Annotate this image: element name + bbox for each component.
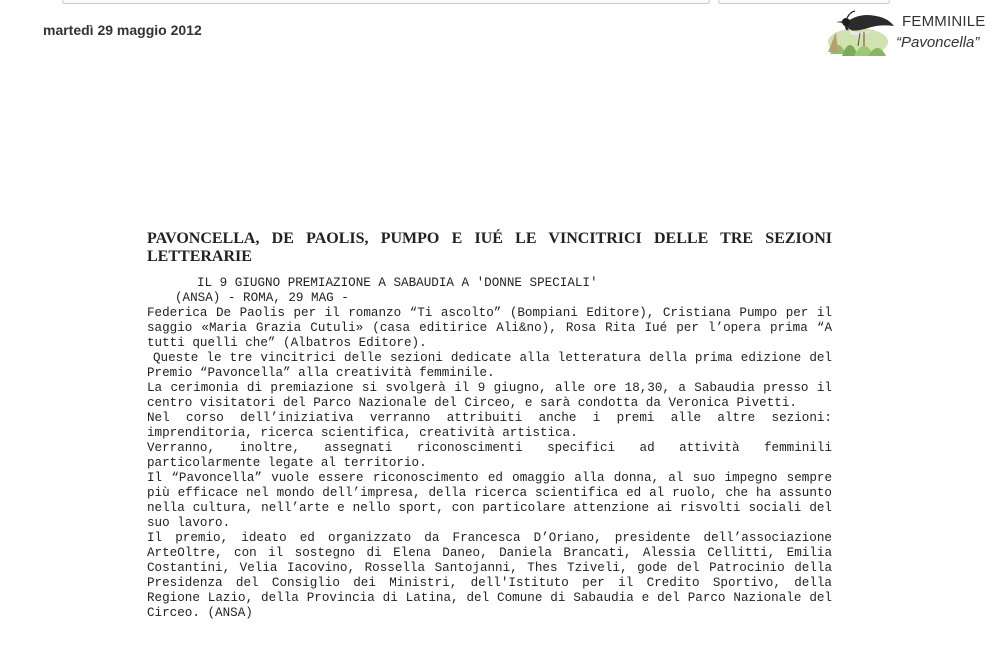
article-paragraph: Verranno, inoltre, assegnati riconoscimenti specifici ad attività femminili particolarmente legate al territorio. bbox=[147, 441, 832, 470]
browser-top-edge bbox=[0, 0, 1001, 4]
article-paragraph: Federica De Paolis per il romanzo “Ti ascolto” (Bompiani Editore), Cristiana Pumpo per il saggio «Maria Grazia Cutuli» (casa editirice Ali&no), Rosa Rita Iué per l’opera prima “A tutti quelli che” (Albatros Editore). bbox=[147, 306, 832, 350]
article-title: PAVONCELLA, DE PAOLIS, PUMPO E IUÉ LE VINCITRICI DELLE TRE SEZIONI LETTERARIE bbox=[147, 230, 832, 265]
logo-line-1: FEMMINILE bbox=[902, 13, 986, 30]
article-dateline: (ANSA) - ROMA, 29 MAG - bbox=[175, 291, 349, 305]
article-paragraph: La cerimonia di premiazione si svolgerà il 9 giugno, alle ore 18,30, a Sabaudia presso il centro visitatori del Parco Nazionale del Circeo, e sarà condotta da Veronica Pivetti. bbox=[147, 381, 832, 410]
article-paragraph: Il “Pavoncella” vuole essere riconoscimento ed omaggio alla donna, al suo impegno sempre più efficace nel mondo dell’impresa, della ricerca scientifica ed al ruolo, che ha assunto nella cultura, nell’arte e nello sport, con particolare attenzione ai risvolti sociali del suo lavoro. bbox=[147, 471, 832, 530]
article-paragraph: Queste le tre vincitrici delle sezioni dedicate alla letteratura della prima edizione del Premio “Pavoncella” alla creatività femminile. bbox=[147, 351, 832, 380]
article-paragraph: Il premio, ideato ed organizzato da Francesca D’Oriano, presidente dell’associazione ArteOltre, con il sostegno di Elena Daneo, Daniela Brancati, Alessia Cellitti, Emilia Costantini, Velia Iacovino, Rossella Santojanni, Thes Tziveli, gode del Patrocinio della Presidenza del Consiglio dei Ministri, dell'Istituto per il Credito Sportivo, della Regione Lazio, della Provincia di Latina, del Comune di Sabaudia e del Parco Nazionale del Circeo. (ANSA) bbox=[147, 531, 832, 620]
article-paragraph: Nel corso dell’iniziativa verranno attribuiti anche i premi alle altre sezioni: imprenditoria, ricerca scientifica, creatività artistica. bbox=[147, 411, 832, 440]
search-bar-edge[interactable] bbox=[718, 0, 890, 4]
article-body bbox=[147, 276, 832, 621]
article-subhead: IL 9 GIUGNO PREMIAZIONE A SABAUDIA A 'DONNE SPECIALI' bbox=[197, 276, 598, 290]
site-logo[interactable] bbox=[824, 6, 994, 58]
address-bar-edge[interactable] bbox=[62, 0, 710, 4]
logo-line-2: “Pavoncella” bbox=[896, 34, 980, 51]
post-date: martedì 29 maggio 2012 bbox=[43, 22, 202, 38]
lapwing-bird-icon bbox=[824, 6, 896, 58]
